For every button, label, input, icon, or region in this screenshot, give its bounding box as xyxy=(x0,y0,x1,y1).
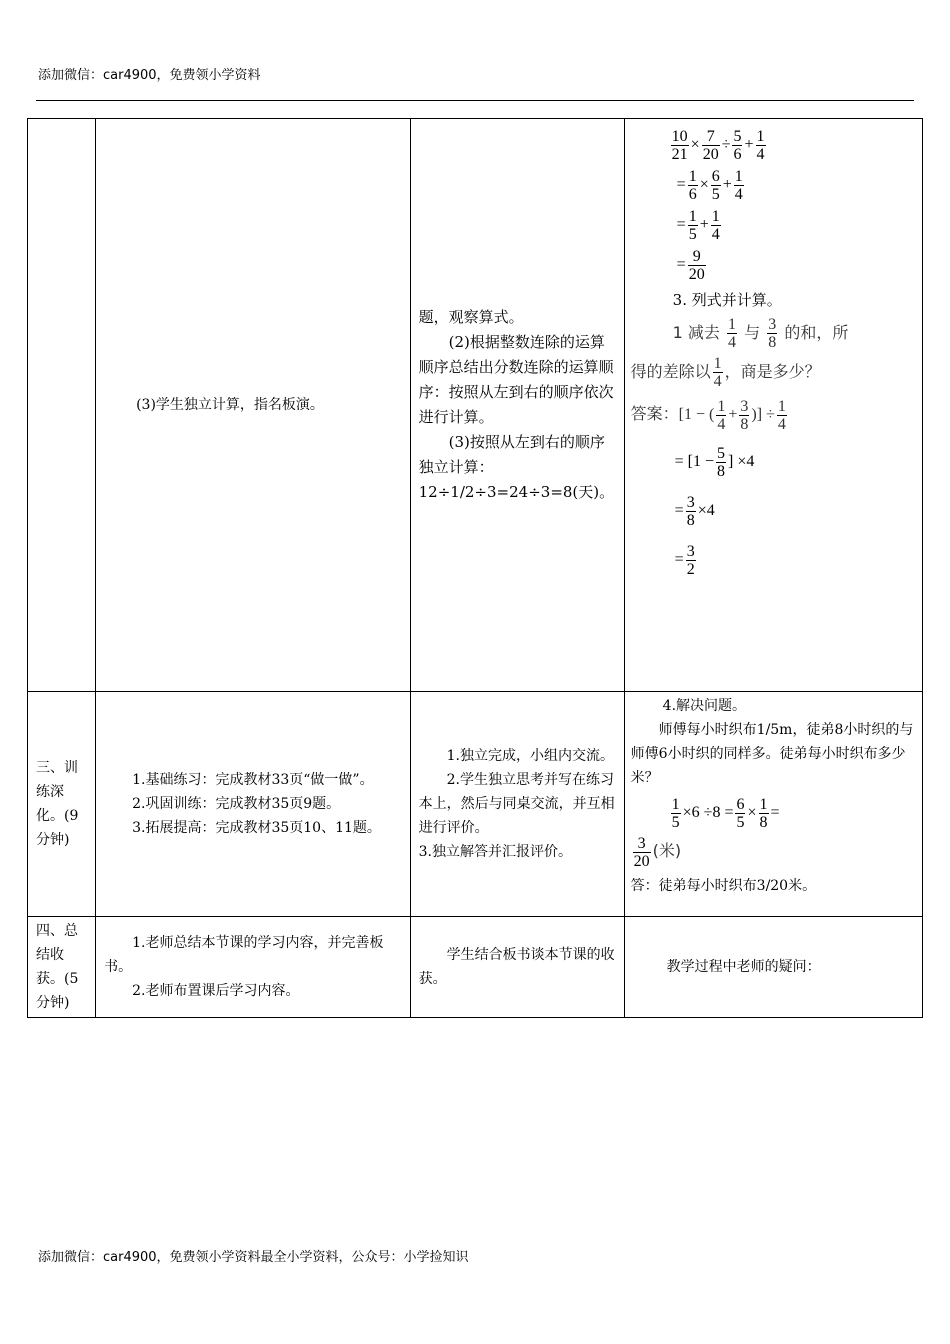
calc-block xyxy=(631,128,916,283)
student-text-1: 题，观察算式。 xyxy=(418,308,524,326)
table-row xyxy=(28,119,923,692)
problem-text: 师傅每小时织布1/5m，徒弟8小时织的与师傅6小时织的同样多。徒弟每小时织布多少米？ xyxy=(630,722,914,786)
student-activity-cell xyxy=(410,692,624,917)
teacher-activity-cell xyxy=(96,692,411,917)
student-text-3: (3)按照从左到右的顺序独立计算： xyxy=(418,433,605,476)
problem-answer: 答：徒弟每小时织布3/20米。 xyxy=(630,878,817,894)
student-item: 1.独立完成，小组内交流。 xyxy=(446,748,614,764)
problem-title: 4.解决问题。 xyxy=(662,698,747,714)
page-header: 添加微信：car4900，免费领小学资料 xyxy=(38,68,261,83)
student-item: 3.独立解答并汇报评价。 xyxy=(418,844,572,860)
q3-text-line-2: 得的差除以 $\frac{1}{4}$ ，商是多少？ xyxy=(630,355,821,390)
student-item: 学生结合板书谈本节课的收获。 xyxy=(418,947,615,987)
teacher-item: 2.老师布置课后学习内容。 xyxy=(132,983,300,999)
student-activity-cell xyxy=(410,917,624,1018)
q3-title: 3. 列式并计算。 xyxy=(672,291,782,309)
student-text-4: 12÷1/2÷3=24÷3=8(天)。 xyxy=(418,483,615,501)
teacher-activity-cell xyxy=(96,119,411,692)
teacher-item: 3.拓展提高：完成教材35页10、11题。 xyxy=(132,820,381,836)
page-footer: 添加微信：car4900，免费领小学资料最全小学资料，公众号：小学捡知识 xyxy=(38,1250,469,1265)
stage-cell xyxy=(28,917,96,1018)
q3-text-line-1: 1 减去 $\frac{1}{4}$ 与 $\frac{3}{8}$ 的和，所 xyxy=(672,316,849,351)
header-rule xyxy=(36,100,914,101)
board-cell xyxy=(624,917,922,1018)
board-cell xyxy=(624,119,922,692)
teacher-item: 1.老师总结本节课的学习内容，并完善板书。 xyxy=(104,935,384,975)
calc-line-2: = $\frac{1}{6}$ × $\frac{6}{5}$ + $\frac{1}{4}$ xyxy=(676,168,743,203)
unit-label: (米) xyxy=(652,841,682,861)
q3-answer-line-2: = [1 − $\frac{5}{8}$ ] ×4 xyxy=(674,445,755,480)
stage-cell xyxy=(28,119,96,692)
table-row xyxy=(28,917,923,1018)
teacher-item: 2.巩固训练：完成教材35页9题。 xyxy=(132,796,341,812)
table-row xyxy=(28,692,923,917)
stage-cell xyxy=(28,692,96,917)
calc-line-3: = $\frac{1}{5}$ + $\frac{1}{4}$ xyxy=(676,208,720,243)
stage-label: 三、训练深化。(9分钟) xyxy=(36,760,79,848)
calc-line-4: = $\frac{9}{20}$ xyxy=(676,248,705,283)
board-cell xyxy=(624,692,922,917)
student-text-2: (2)根据整数连除的运算顺序总结出分数连除的运算顺序：按照从左到右的顺序依次进行计算。 xyxy=(418,333,614,426)
q3-answer-line-3: = $\frac{3}{8}$ ×4 xyxy=(674,494,715,529)
q3-answer-line-4: = $\frac{3}{2}$ xyxy=(674,543,695,578)
teacher-activity-cell xyxy=(96,917,411,1018)
q3-answer-line-1: 答案：[1 − ( $\frac{1}{4}$ + $\frac{3}{8}$ )] ÷ $\frac{1}{4}$ xyxy=(630,398,786,433)
calc-line-1: $\frac{10}{21}$ × $\frac{7}{20}$ ÷ $\frac{5}{6}$ + $\frac{1}{4}$ xyxy=(671,128,765,163)
stage-label: 四、总结收获。(5分钟) xyxy=(36,923,79,1011)
answer-label: 答案： xyxy=(630,404,679,424)
problem-calc: $\frac{1}{5}$ ×6 ÷8 = $\frac{6}{5}$ × $\frac{1}{8}$ = xyxy=(671,796,780,831)
lesson-table xyxy=(27,118,923,1018)
student-item: 2.学生独立思考并写在练习本上，然后与同桌交流，并互相进行评价。 xyxy=(418,772,615,836)
teacher-item: 1.基础练习：完成教材33页“做一做”。 xyxy=(132,772,374,788)
problem-result: $\frac{3}{20}$ (米) xyxy=(633,835,682,870)
student-activity-cell xyxy=(410,119,624,692)
board-text: 教学过程中老师的疑问： xyxy=(666,959,821,975)
teacher-activity-text: (3)学生独立计算，指名板演。 xyxy=(136,397,324,413)
